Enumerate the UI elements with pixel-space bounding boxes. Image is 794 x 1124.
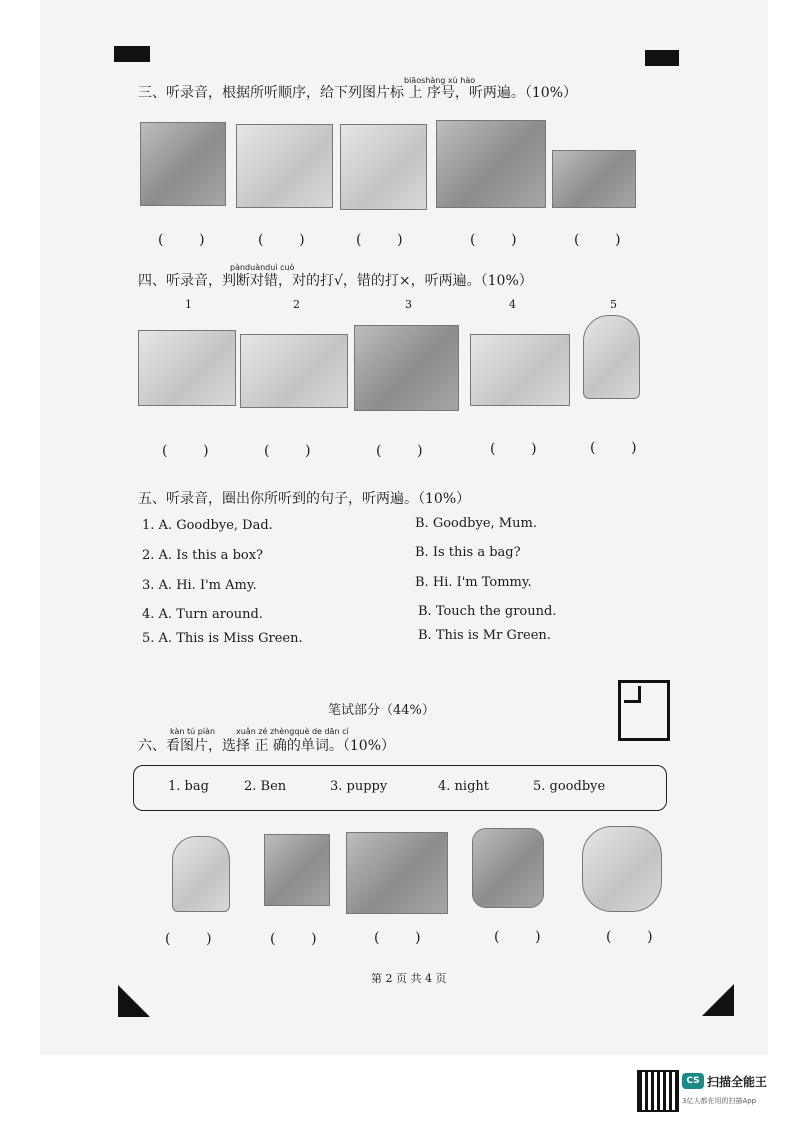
section6-picture-puppy <box>582 826 662 912</box>
section3-picture-2 <box>236 124 333 208</box>
word-bank-word-2: 2. Ben <box>244 779 287 794</box>
written-part-heading: 笔试部分（44%） <box>328 703 435 718</box>
section4-picture-3 <box>354 325 459 411</box>
section5-title: 五、听录音，圈出你所听到的句子，听两遍。（10%） <box>138 491 471 507</box>
section4-number-3: 3 <box>405 298 412 311</box>
section4-answer-2[interactable]: ( ) <box>264 443 311 459</box>
section6-answer-1[interactable]: ( ) <box>165 931 212 947</box>
camscanner-logo: CS <box>682 1073 704 1089</box>
word-bank-word-4: 4. night <box>438 779 489 794</box>
section4-picture-4 <box>470 334 570 406</box>
section4-answer-4[interactable]: ( ) <box>490 441 537 457</box>
section5-item-5-option-a[interactable]: 5. A. This is Miss Green. <box>142 631 303 646</box>
section4-number-5: 5 <box>610 298 617 311</box>
section4-picture-5 <box>583 315 640 399</box>
section6-picture-night-scene <box>346 832 448 914</box>
word-bank-word-5: 5. goodbye <box>533 779 606 794</box>
section4-answer-1[interactable]: ( ) <box>162 443 209 459</box>
section3-title: 三、听录音，根据所听顺序，给下列图片标 上 序号，听两遍。（10%） <box>138 85 578 101</box>
section4-answer-3[interactable]: ( ) <box>376 443 423 459</box>
section6-picture-bag <box>472 828 544 908</box>
section6-title: 六、看图片，选择 正 确的单词。（10%） <box>138 738 396 754</box>
section5-item-3-option-b[interactable]: B. Hi. I'm Tommy. <box>415 575 532 590</box>
section5-item-5-option-b[interactable]: B. This is Mr Green. <box>418 628 551 643</box>
word-bank-word-1: 1. bag <box>168 779 209 794</box>
section4-title: 四、听录音，判断对错，对的打√，错的打×，听两遍。（10%） <box>138 273 533 289</box>
section3-answer-3[interactable]: ( ) <box>356 232 403 248</box>
section6-answer-3[interactable]: ( ) <box>374 930 421 946</box>
section3-picture-1 <box>140 122 226 206</box>
registration-triangle-bottom-left <box>118 985 150 1017</box>
corner-mark <box>618 680 670 741</box>
section5-item-1-option-b[interactable]: B. Goodbye, Mum. <box>415 516 537 531</box>
section5-item-2-option-b[interactable]: B. Is this a bag? <box>415 545 521 560</box>
section6-answer-2[interactable]: ( ) <box>270 931 317 947</box>
section4-number-1: 1 <box>185 298 192 311</box>
section6-answer-5[interactable]: ( ) <box>606 929 653 945</box>
word-bank-word-3: 3. puppy <box>330 779 388 794</box>
section3-answer-2[interactable]: ( ) <box>258 232 305 248</box>
section5-item-1-option-a[interactable]: 1. A. Goodbye, Dad. <box>142 518 273 533</box>
section3-picture-3 <box>340 124 427 210</box>
camscanner-tagline: 3亿人都在用的扫描App <box>682 1097 757 1105</box>
section4-number-2: 2 <box>293 298 300 311</box>
registration-triangle-bottom-right <box>702 984 734 1016</box>
section6-picture-boy <box>172 836 230 912</box>
section4-pinyin: pànduànduì cuò <box>230 263 295 272</box>
section3-answer-5[interactable]: ( ) <box>574 232 621 248</box>
page-number: 第 2 页 共 4 页 <box>371 972 447 985</box>
section5-item-3-option-a[interactable]: 3. A. Hi. I'm Amy. <box>142 578 257 593</box>
section4-answer-5[interactable]: ( ) <box>590 440 637 456</box>
section5-item-2-option-a[interactable]: 2. A. Is this a box? <box>142 548 264 563</box>
section4-picture-2 <box>240 334 348 408</box>
section6-picture-people <box>264 834 330 906</box>
section4-picture-1 <box>138 330 236 406</box>
section6-pinyin-1: kàn tú piàn <box>170 727 216 736</box>
section5-item-4-option-a[interactable]: 4. A. Turn around. <box>142 607 263 622</box>
registration-mark-top-left <box>114 46 150 62</box>
section3-answer-4[interactable]: ( ) <box>470 232 517 248</box>
section4-number-4: 4 <box>509 298 516 311</box>
registration-mark-top-right <box>645 50 679 66</box>
section3-answer-1[interactable]: ( ) <box>158 232 205 248</box>
camscanner-name: 扫描全能王 <box>707 1075 768 1089</box>
section6-answer-4[interactable]: ( ) <box>494 929 541 945</box>
section3-pinyin: biāoshàng xù hào <box>404 76 476 85</box>
qr-code-icon <box>637 1070 679 1112</box>
section6-pinyin-2: xuǎn zé zhèngquè de dān cí <box>236 727 349 736</box>
section3-picture-5 <box>552 150 636 208</box>
section3-picture-4 <box>436 120 546 208</box>
section5-item-4-option-b[interactable]: B. Touch the ground. <box>418 604 557 619</box>
